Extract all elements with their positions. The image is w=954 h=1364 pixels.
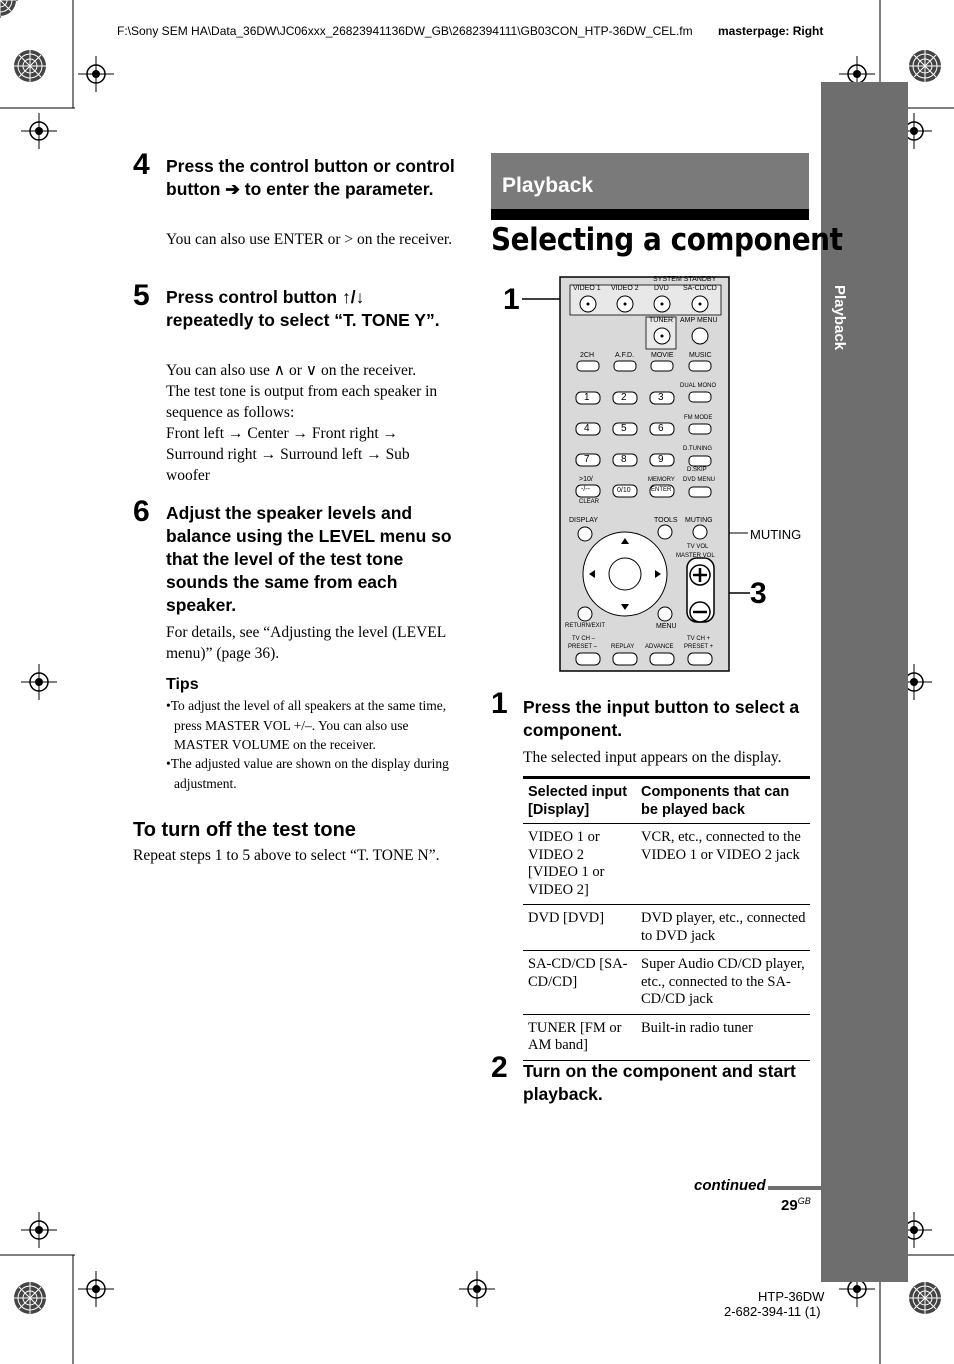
side-tab-label: Playback <box>831 285 848 351</box>
table-row <box>523 824 810 905</box>
remote-tv-ch-minus: TV CH – <box>572 636 596 642</box>
step-1-heading: Press the input button to select a component. <box>523 697 800 740</box>
remote-replay: REPLAY <box>611 644 635 650</box>
step-6-number: 6 <box>133 495 150 528</box>
section-label: Playback <box>502 174 594 197</box>
file-path-header: F:\Sony SEM HA\Data_36DW\JC06xxx_26823941136DW_GB\2682394111\GB03CON_HTP-36DW_CEL.fm <box>117 24 693 38</box>
step-5-body-3: Front left → Center → Front right → Surround right → Surround left → Sub woofer <box>166 425 410 484</box>
continued-label: continued <box>694 1177 766 1194</box>
remote-video1: VIDEO 1 <box>573 285 601 292</box>
component-table <box>523 776 810 1061</box>
remote-digit-2: 2 <box>621 392 627 403</box>
remote-digit-8: 8 <box>621 454 627 465</box>
continued-rule <box>768 1186 821 1190</box>
table-cell: SA-CD/CD [SA-CD/CD] <box>523 951 636 1015</box>
remote-menu: MENU <box>656 623 677 630</box>
remote-system-standby: SYSTEM STANDBY <box>653 276 717 283</box>
step-5-body-2: The test tone is output from each speaker in sequence as follows: <box>166 383 438 421</box>
remote-music: MUSIC <box>689 352 712 359</box>
remote-display: DISPLAY <box>569 517 599 524</box>
remote-gt10: >10/ <box>579 476 593 483</box>
remote-digit-3: 3 <box>658 392 664 403</box>
table-cell: Built-in radio tuner <box>636 1014 810 1060</box>
section-bar-rule <box>491 209 809 220</box>
page-title: Selecting a component <box>491 222 843 258</box>
remote-dual-mono: DUAL MONO <box>680 383 717 389</box>
table-header-input: Selected input [Display] <box>523 778 636 824</box>
remote-d-skip: D.SKIP <box>687 467 707 473</box>
table-row <box>523 951 810 1015</box>
remote-enter: ENTER <box>651 487 672 493</box>
step-1-number: 1 <box>491 687 508 720</box>
tips-heading: Tips <box>166 676 199 693</box>
muting-callout-label: MUTING <box>750 527 802 542</box>
remote-memory: MEMORY <box>648 477 675 483</box>
table-cell: DVD player, etc., connected to DVD jack <box>636 905 810 951</box>
remote-clear: CLEAR <box>579 499 600 505</box>
footer-code: 2-682-394-11 (1) <box>724 1304 821 1319</box>
remote-dvd-menu: DVD MENU <box>683 477 716 483</box>
remote-digit-1: 1 <box>584 392 590 403</box>
step-4-heading: Press the control button or control button ➔ to enter the parameter. <box>166 156 455 199</box>
step-5-heading: Press control button ↑/↓ repeatedly to select “T. TONE Y”. <box>166 287 440 330</box>
step-4-number: 4 <box>133 148 150 181</box>
step-1-body: The selected input appears on the display. <box>523 749 782 766</box>
step-6-body: For details, see “Adjusting the level (LEVEL menu)” (page 36). <box>166 624 446 662</box>
remote-digit-6: 6 <box>658 423 664 434</box>
remote-tv-ch-plus: TV CH + <box>687 636 711 642</box>
remote-preset-minus: PRESET – <box>568 644 597 650</box>
remote-muting: MUTING <box>685 517 713 524</box>
table-row <box>523 905 810 951</box>
remote-2ch: 2CH <box>580 352 595 359</box>
remote-fm-mode: FM MODE <box>684 415 713 421</box>
remote-movie: MOVIE <box>651 352 674 359</box>
remote-digit-9: 9 <box>658 454 664 465</box>
step-2-number: 2 <box>491 1051 508 1084</box>
table-row <box>523 1014 810 1060</box>
table-cell: VCR, etc., connected to the VIDEO 1 or VIDEO 2 jack <box>636 824 810 905</box>
table-cell: DVD [DVD] <box>523 905 636 951</box>
step-6-heading: Adjust the speaker levels and balance using the LEVEL menu so that the level of the test tone sounds the same from each speaker. <box>166 503 452 615</box>
remote-tv-vol: TV VOL <box>687 544 709 550</box>
remote-sacd: SA-CD/CD <box>683 285 717 292</box>
remote-tuner: TUNER <box>649 317 674 324</box>
step-5-body-1: You can also use ∧ or ∨ on the receiver. <box>166 362 417 379</box>
remote-advance: ADVANCE <box>645 644 674 650</box>
remote-tools: TOOLS <box>654 517 678 524</box>
remote-amp-menu: AMP MENU <box>680 317 718 324</box>
remote-afd: A.F.D. <box>615 352 635 359</box>
remote-return-exit: RETURN/EXIT <box>565 623 606 629</box>
remote-digit-4: 4 <box>584 423 590 434</box>
step-2-heading: Turn on the component and start playback. <box>523 1061 796 1104</box>
table-cell: Super Audio CD/CD player, etc., connected to the SA-CD/CD jack <box>636 951 810 1015</box>
remote-d-tuning: D.TUNING <box>683 446 712 452</box>
remote-digit-7: 7 <box>584 454 590 465</box>
step-5-number: 5 <box>133 279 150 312</box>
step-4-body: You can also use ENTER or > on the receiver. <box>166 231 453 248</box>
remote-body <box>559 276 730 672</box>
remote-digit-5: 5 <box>621 423 627 434</box>
turn-off-heading: To turn off the test tone <box>133 819 356 841</box>
tip-item-2: •The adjusted value are shown on the display during adjustment. <box>166 756 449 791</box>
table-header-components: Components that can be played back <box>636 778 810 824</box>
table-cell: TUNER [FM or AM band] <box>523 1014 636 1060</box>
table-cell: VIDEO 1 or VIDEO 2 [VIDEO 1 or VIDEO 2] <box>523 824 636 905</box>
remote-zero: 0/10 <box>617 487 631 494</box>
remote-dash: -/-- <box>581 486 590 493</box>
callout-1: 1 <box>503 283 520 316</box>
remote-dvd: DVD <box>654 285 669 292</box>
page-number: $29^{GB}$ <box>781 1196 811 1214</box>
callout-3: 3 <box>750 577 767 610</box>
masterpage-label: masterpage: Right <box>718 24 824 38</box>
footer-model: HTP-36DW <box>758 1289 825 1304</box>
remote-control-illustration <box>559 276 730 672</box>
turn-off-body: Repeat steps 1 to 5 above to select “T. TONE N”. <box>133 847 440 864</box>
remote-preset-plus: PRESET + <box>684 644 714 650</box>
tip-item-1: •To adjust the level of all speakers at the same time, press MASTER VOL +/–. You can also use MASTER VOLUME on the receiver. <box>166 698 447 752</box>
side-tab <box>821 82 908 1282</box>
remote-master-vol: MASTER VOL <box>676 553 715 559</box>
remote-video2: VIDEO 2 <box>611 285 639 292</box>
